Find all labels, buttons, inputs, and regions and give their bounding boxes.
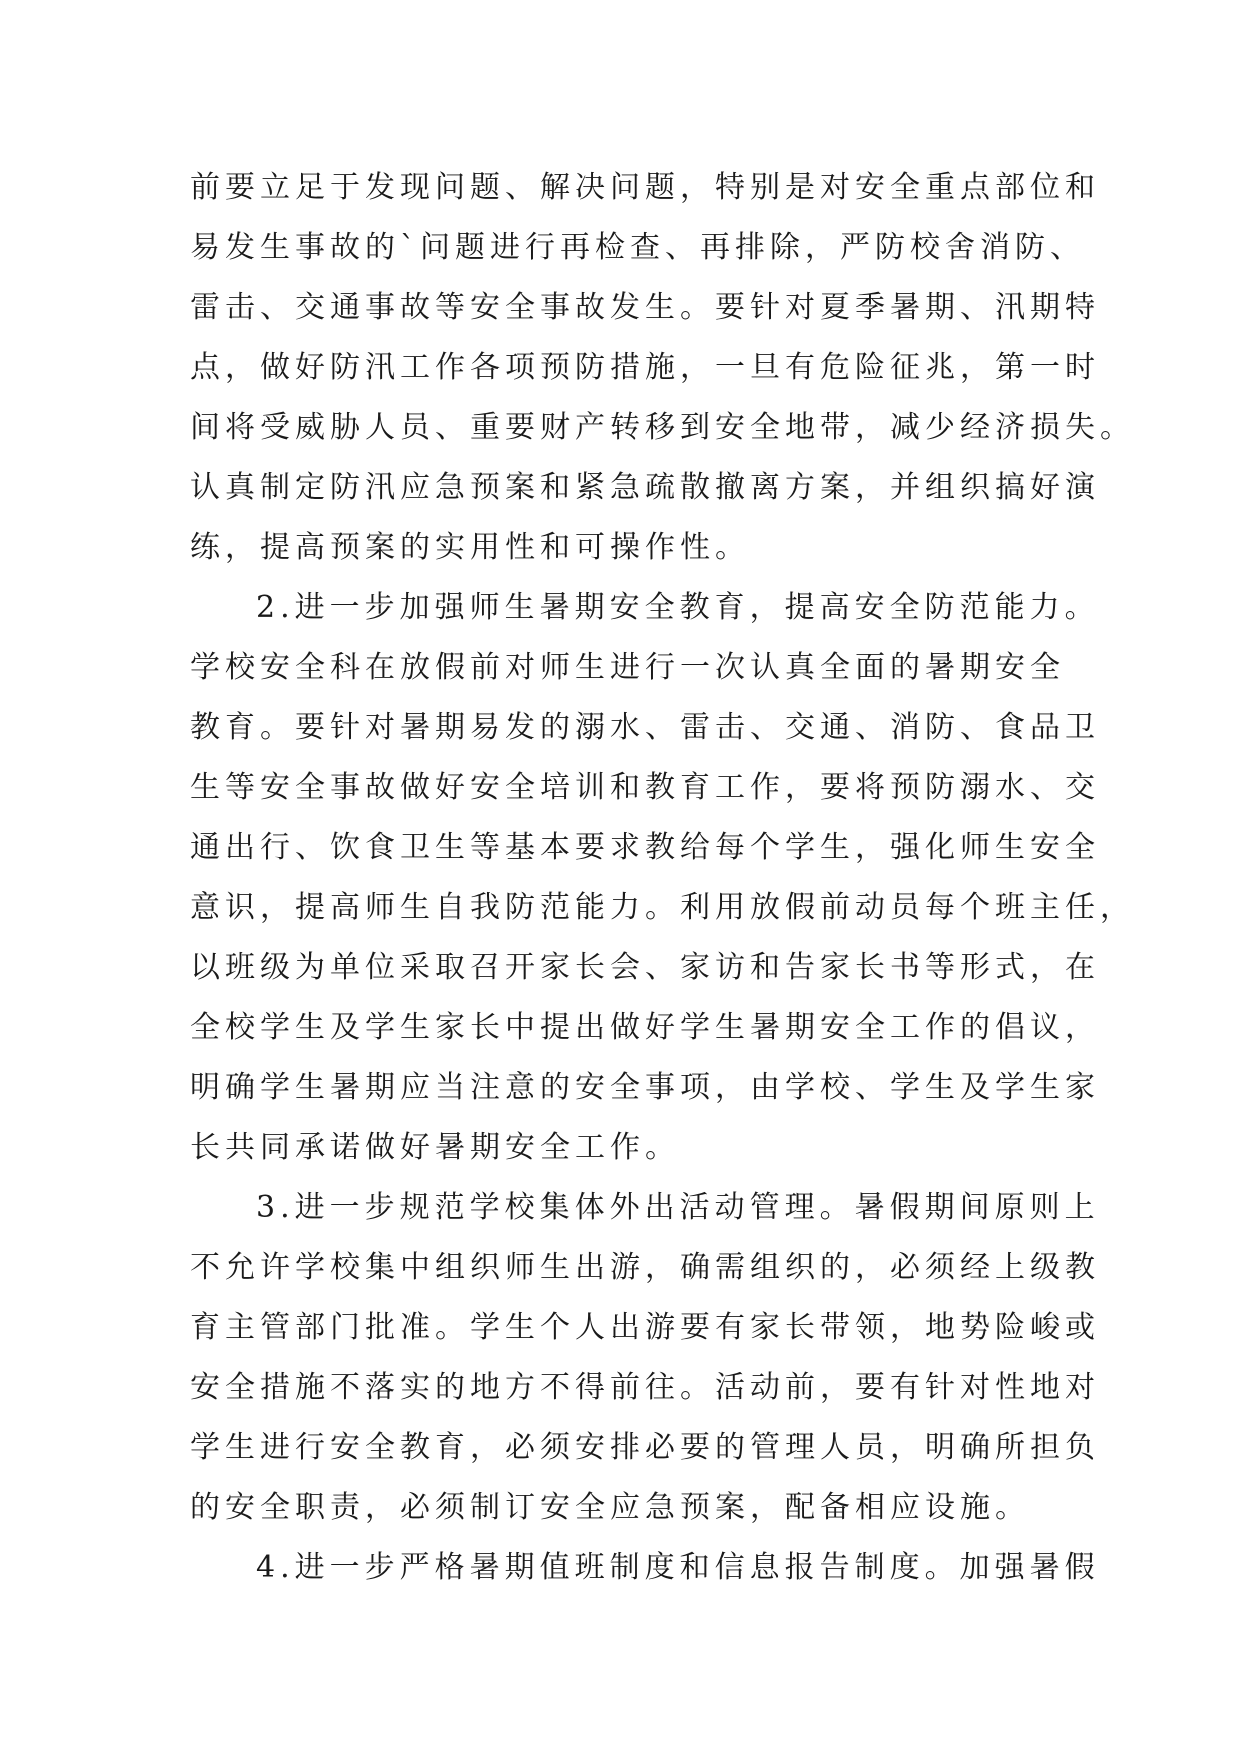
text-line: 学校安全科在放假前对师生进行一次认真全面的暑期安全 [190,650,1065,685]
text-line: 雷击、交通事故等安全事故发生。要针对夏季暑期、汛期特 [190,290,1100,325]
text-line: 认真制定防汛应急预案和紧急疏散撤离方案，并组织搞好演 [190,470,1100,505]
text-line: 安全措施不落实的地方不得前往。活动前，要有针对性地对 [190,1370,1100,1405]
text-line: 教育。要针对暑期易发的溺水、雷击、交通、消防、食品卫 [190,710,1100,745]
text-line: 以班级为单位采取召开家长会、家访和告家长书等形式，在 [190,950,1100,985]
text-line: 学生进行安全教育，必须安排必要的管理人员，明确所担负 [190,1430,1100,1465]
text-line: 明确学生暑期应当注意的安全事项，由学校、学生及学生家 [190,1070,1100,1105]
text-line: 生等安全事故做好安全培训和教育工作，要将预防溺水、交 [190,770,1100,805]
text-line: 意识，提高师生自我防范能力。利用放假前动员每个班主任， [190,890,1135,925]
text-line: 4.进一步严格暑期值班制度和信息报告制度。加强暑假 [256,1550,1100,1585]
text-line: 育主管部门批准。学生个人出游要有家长带领，地势险峻或 [190,1310,1100,1345]
text-line: 练，提高预案的实用性和可操作性。 [190,530,750,565]
text-line: 通出行、饮食卫生等基本要求教给每个学生，强化师生安全 [190,830,1100,865]
text-line: 点，做好防汛工作各项预防措施，一旦有危险征兆，第一时 [190,350,1100,385]
text-line: 长共同承诺做好暑期安全工作。 [190,1130,680,1165]
text-line: 易发生事故的`问题进行再检查、再排除，严防校舍消防、 [190,230,1085,265]
text-line: 的安全职责，必须制订安全应急预案，配备相应设施。 [190,1490,1030,1525]
text-line: 3.进一步规范学校集体外出活动管理。暑假期间原则上 [256,1190,1100,1225]
body-text [190,158,1135,1598]
text-line: 不允许学校集中组织师生出游，确需组织的，必须经上级教 [190,1250,1100,1285]
text-line: 全校学生及学生家长中提出做好学生暑期安全工作的倡议， [190,1010,1100,1045]
text-line: 间将受威胁人员、重要财产转移到安全地带，减少经济损失。 [190,410,1135,445]
text-line: 2.进一步加强师生暑期安全教育，提高安全防范能力。 [256,590,1100,625]
text-line: 前要立足于发现问题、解决问题，特别是对安全重点部位和 [190,170,1100,205]
